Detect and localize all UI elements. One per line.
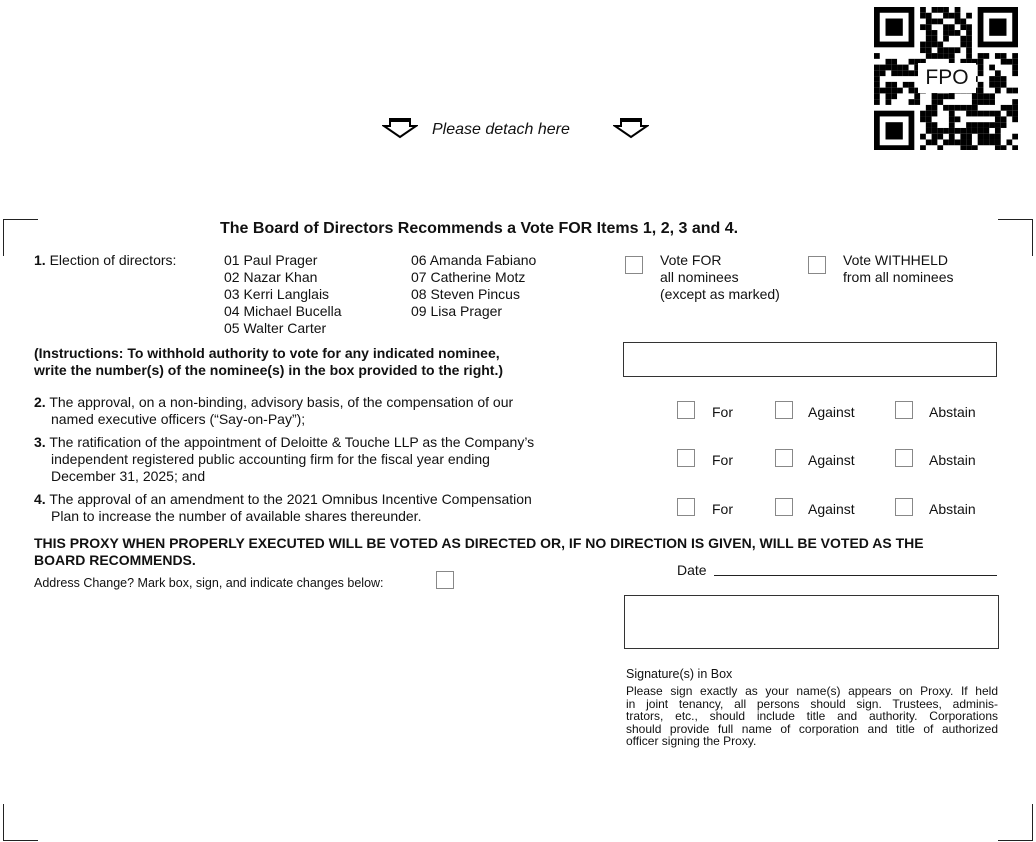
proposal-2-abstain-label: Abstain [929,404,976,420]
proposal-2-against-checkbox[interactable] [775,401,793,419]
down-arrow-icon [613,117,649,139]
nominee: 02 Nazar Khan [224,269,318,285]
proposal-4-abstain-checkbox[interactable] [895,498,913,516]
date-label: Date [677,562,707,578]
withhold-instructions: (Instructions: To withhold authority to vote for any indicated nominee, write the number(s) of the nominee(s) in the box provided to the right.) [34,345,504,378]
board-recommendation-header: The Board of Directors Recommends a Vote FOR Items 1, 2, 3 and 4. [220,220,739,237]
vote-for-all-checkbox[interactable] [625,256,643,274]
nominee: 01 Paul Prager [224,252,318,268]
proposal-4-abstain-label: Abstain [929,501,976,517]
down-arrow-icon [382,117,418,139]
proposal-2-abstain-checkbox[interactable] [895,401,913,419]
crop-mark [998,219,1033,256]
qr-fpo-label: FPO [918,63,976,93]
nominee: 05 Walter Carter [224,320,327,336]
address-change-label: Address Change? Mark box, sign, and indicate changes below: [34,576,384,590]
vote-withheld-all-label: Vote WITHHELD from all nominees [843,252,954,285]
nominee: 03 Kerri Langlais [224,286,330,302]
proposal-3: 3. The ratification of the appointment of Deloitte & Touche LLP as the Company’s independent registered public accounting firm for the fiscal year ending December 31, 2025; and [34,434,535,484]
proposal-3-abstain-label: Abstain [929,452,976,468]
nominee: 04 Michael Bucella [224,303,342,319]
proposal-4-against-checkbox[interactable] [775,498,793,516]
detach-label: Please detach here [432,121,570,138]
proposal-2-against-label: Against [808,404,855,420]
proposal-4-for-label: For [712,501,733,517]
crop-mark [3,219,38,256]
signature-title: Signature(s) in Box [626,667,733,681]
date-field[interactable] [714,575,997,576]
proposal-4: 4. The approval of an amendment to the 2021 Omnibus Incentive Compensation Plan to increase the number of available shares thereunder. [34,491,532,524]
proposal-3-against-checkbox[interactable] [775,449,793,467]
proposal-3-for-label: For [712,452,733,468]
nominees-column-2 [411,252,536,320]
vote-for-all-label: Vote FOR all nominees (except as marked) [660,252,780,302]
proposal-2-for-checkbox[interactable] [677,401,695,419]
proposal-3-abstain-checkbox[interactable] [895,449,913,467]
vote-withheld-all-checkbox[interactable] [808,256,826,274]
proposal-4-for-checkbox[interactable] [677,498,695,516]
nominee: 09 Lisa Prager [411,303,503,319]
withhold-nominee-numbers-input[interactable] [623,342,997,377]
crop-mark [3,804,38,841]
crop-mark [998,804,1033,841]
signature-box[interactable] [624,595,999,649]
nominee: 07 Catherine Motz [411,269,526,285]
nominees-column-1 [224,252,342,337]
proposal-3-against-label: Against [808,452,855,468]
address-change-checkbox[interactable] [436,571,454,589]
nominee: 06 Amanda Fabiano [411,252,537,268]
proposal-2: 2. The approval, on a non-binding, advisory basis, of the compensation of our named executive officers (“Say-on-Pay”); [34,394,514,427]
item-1-label: 1. Election of directors: [34,252,177,268]
proposal-2-for-label: For [712,404,733,420]
proxy-notice: THIS PROXY WHEN PROPERLY EXECUTED WILL BE VOTED AS DIRECTED OR, IF NO DIRECTION IS GIVEN, WILL BE VOTED AS THE BOARD RECOMMENDS. [34,535,924,568]
qr-code [874,7,1018,150]
nominee: 08 Steven Pincus [411,286,520,302]
proposal-4-against-label: Against [808,501,855,517]
proposal-3-for-checkbox[interactable] [677,449,695,467]
signature-instructions: Please sign exactly as your name(s) appears on Proxy. If held in joint tenancy, all persons should sign. Trustees, adminis- trators, etc., should include title and authority. Corporations should provide full name of corporation and title of authorized officer signing the Proxy. [626,684,998,749]
